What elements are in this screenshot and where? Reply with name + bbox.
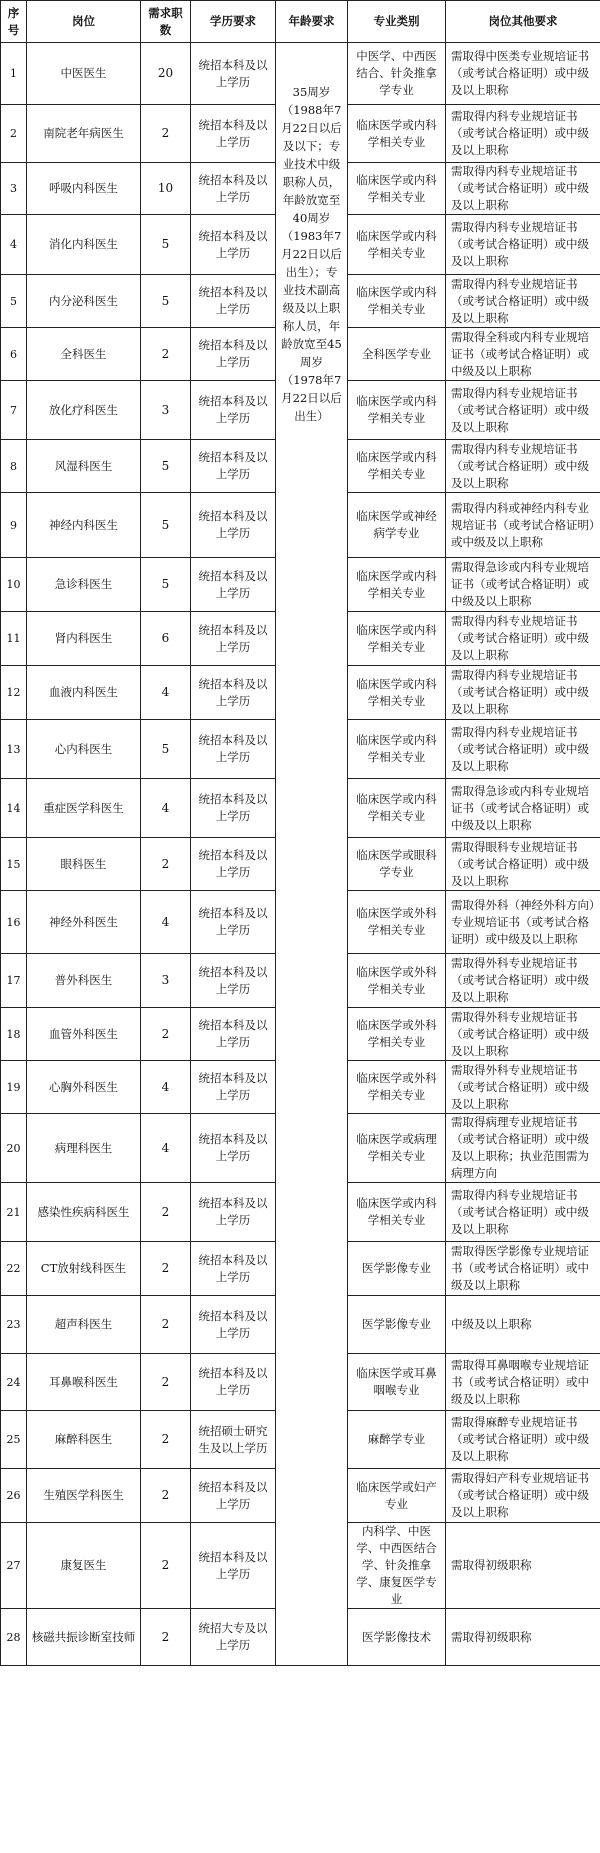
cell-other: 需取得病理专业规培证书（或考试合格证明）或中级及以上职称；执业范围需为病理方向 — [446, 1114, 600, 1183]
cell-post: 感染性疾病科医生 — [27, 1183, 141, 1242]
cell-education: 统招本科及以上学历 — [191, 1469, 276, 1523]
cell-index: 19 — [1, 1061, 27, 1114]
cell-index: 11 — [1, 612, 27, 666]
cell-other: 需取得内科专业规培证书（或考试合格证明）或中级及以上职称 — [446, 105, 600, 163]
cell-count: 2 — [141, 328, 191, 381]
cell-index: 24 — [1, 1354, 27, 1411]
cell-education: 统招本科及以上学历 — [191, 275, 276, 328]
cell-education: 统招本科及以上学历 — [191, 1061, 276, 1114]
cell-other: 需取得中医类专业规培证书（或考试合格证明）或中级及以上职称 — [446, 43, 600, 105]
cell-education: 统招本科及以上学历 — [191, 1523, 276, 1609]
cell-index: 21 — [1, 1183, 27, 1242]
cell-post: 呼吸内科医生 — [27, 163, 141, 215]
cell-other: 需取得内科专业规培证书（或考试合格证明）或中级及以上职称 — [446, 275, 600, 328]
cell-other: 需取得内科专业规培证书（或考试合格证明）或中级及以上职称 — [446, 612, 600, 666]
cell-education: 统招大专及以上学历 — [191, 1609, 276, 1666]
cell-other: 中级及以上职称 — [446, 1296, 600, 1354]
cell-post: 神经外科医生 — [27, 891, 141, 954]
cell-post: 耳鼻喉科医生 — [27, 1354, 141, 1411]
cell-other: 需取得急诊或内科专业规培证书（或考试合格证明）或中级及以上职称 — [446, 558, 600, 612]
cell-index: 23 — [1, 1296, 27, 1354]
cell-post: 中医医生 — [27, 43, 141, 105]
cell-post: 肾内科医生 — [27, 612, 141, 666]
cell-index: 15 — [1, 838, 27, 891]
cell-major: 临床医学或外科学相关专业 — [348, 1008, 446, 1061]
header-index: 序号 — [1, 1, 27, 43]
cell-count: 20 — [141, 43, 191, 105]
cell-count: 2 — [141, 838, 191, 891]
cell-count: 5 — [141, 440, 191, 493]
cell-post: 核磁共振诊断室技师 — [27, 1609, 141, 1666]
cell-education: 统招本科及以上学历 — [191, 720, 276, 779]
cell-post: 康复医生 — [27, 1523, 141, 1609]
cell-major: 全科医学专业 — [348, 328, 446, 381]
cell-post: 神经内科医生 — [27, 493, 141, 558]
cell-major: 临床医学或外科学相关专业 — [348, 891, 446, 954]
cell-major: 临床医学或妇产专业 — [348, 1469, 446, 1523]
cell-post: 普外科医生 — [27, 954, 141, 1008]
header-education: 学历要求 — [191, 1, 276, 43]
table-header — [1, 1, 600, 43]
cell-major: 临床医学或内科学相关专业 — [348, 275, 446, 328]
cell-major: 临床医学或内科学相关专业 — [348, 558, 446, 612]
cell-other: 需取得内科或神经内科专业规培证书（或考试合格证明）或中级及以上职称 — [446, 493, 600, 558]
cell-education: 统招本科及以上学历 — [191, 105, 276, 163]
cell-index: 2 — [1, 105, 27, 163]
header-post: 岗位 — [27, 1, 141, 43]
cell-education: 统招本科及以上学历 — [191, 1296, 276, 1354]
cell-post: 内分泌科医生 — [27, 275, 141, 328]
cell-count: 5 — [141, 275, 191, 328]
cell-count: 4 — [141, 779, 191, 838]
cell-post: 超声科医生 — [27, 1296, 141, 1354]
cell-index: 1 — [1, 43, 27, 105]
cell-other: 需取得初级职称 — [446, 1523, 600, 1609]
cell-other: 需取得内科专业规培证书（或考试合格证明）或中级及以上职称 — [446, 666, 600, 720]
cell-major: 临床医学或内科学相关专业 — [348, 105, 446, 163]
cell-index: 3 — [1, 163, 27, 215]
table-row — [1, 43, 600, 105]
cell-count: 4 — [141, 1114, 191, 1183]
cell-other: 需取得内科专业规培证书（或考试合格证明）或中级及以上职称 — [446, 215, 600, 275]
cell-major: 临床医学或内科学相关专业 — [348, 612, 446, 666]
cell-education: 统招本科及以上学历 — [191, 1008, 276, 1061]
cell-education: 统招本科及以上学历 — [191, 328, 276, 381]
cell-major: 临床医学或外科学相关专业 — [348, 1061, 446, 1114]
cell-count: 2 — [141, 1242, 191, 1296]
cell-major: 中医学、中西医结合、针灸推拿学专业 — [348, 43, 446, 105]
cell-major: 医学影像专业 — [348, 1296, 446, 1354]
cell-major: 临床医学或内科学相关专业 — [348, 779, 446, 838]
cell-education: 统招本科及以上学历 — [191, 558, 276, 612]
cell-count: 6 — [141, 612, 191, 666]
cell-index: 10 — [1, 558, 27, 612]
cell-major: 临床医学或病理学相关专业 — [348, 1114, 446, 1183]
cell-post: 血管外科医生 — [27, 1008, 141, 1061]
cell-major: 临床医学或内科学相关专业 — [348, 1183, 446, 1242]
cell-education: 统招本科及以上学历 — [191, 612, 276, 666]
cell-count: 2 — [141, 1609, 191, 1666]
cell-other: 需取得急诊或内科专业规培证书（或考试合格证明）或中级及以上职称 — [446, 779, 600, 838]
cell-education: 统招本科及以上学历 — [191, 1114, 276, 1183]
cell-post: CT放射线科医生 — [27, 1242, 141, 1296]
cell-other: 需取得全科或内科专业规培证书（或考试合格证明）或中级及以上职称 — [446, 328, 600, 381]
cell-education: 统招本科及以上学历 — [191, 1242, 276, 1296]
cell-count: 2 — [141, 1183, 191, 1242]
cell-post: 血液内科医生 — [27, 666, 141, 720]
cell-index: 28 — [1, 1609, 27, 1666]
cell-major: 临床医学或耳鼻咽喉专业 — [348, 1354, 446, 1411]
cell-other: 需取得内科专业规培证书（或考试合格证明）或中级及以上职称 — [446, 1183, 600, 1242]
cell-education: 统招本科及以上学历 — [191, 954, 276, 1008]
cell-index: 8 — [1, 440, 27, 493]
cell-count: 2 — [141, 1354, 191, 1411]
age-requirement-text: 35周岁（1988年7月22日以后及以下；专业技术中级职称人员，年龄放宽至40周岁（1983年7月22日以后出生）；专业技术副高级及以上职称人员，年龄放宽至45周岁（1978年7月22日以后出生） — [281, 85, 342, 423]
cell-major: 临床医学或内科学相关专业 — [348, 215, 446, 275]
cell-count: 2 — [141, 1411, 191, 1469]
cell-other: 需取得外科专业规培证书（或考试合格证明）或中级及以上职称 — [446, 1061, 600, 1114]
cell-education: 统招本科及以上学历 — [191, 215, 276, 275]
cell-index: 6 — [1, 328, 27, 381]
header-count: 需求职数 — [141, 1, 191, 43]
cell-post: 全科医生 — [27, 328, 141, 381]
cell-other: 需取得内科专业规培证书（或考试合格证明）或中级及以上职称 — [446, 163, 600, 215]
cell-count: 2 — [141, 105, 191, 163]
cell-other: 需取得外科专业规培证书（或考试合格证明）或中级及以上职称 — [446, 954, 600, 1008]
cell-count: 5 — [141, 493, 191, 558]
cell-other: 需取得内科专业规培证书（或考试合格证明）或中级及以上职称 — [446, 720, 600, 779]
cell-major: 临床医学或内科学相关专业 — [348, 381, 446, 440]
cell-count: 2 — [141, 1523, 191, 1609]
cell-other: 需取得外科专业规培证书（或考试合格证明）或中级及以上职称 — [446, 1008, 600, 1061]
cell-education: 统招本科及以上学历 — [191, 43, 276, 105]
table-body — [1, 43, 600, 1666]
cell-index: 25 — [1, 1411, 27, 1469]
cell-other: 需取得耳鼻咽喉专业规培证书（或考试合格证明）或中级及以上职称 — [446, 1354, 600, 1411]
cell-other: 需取得麻醉专业规培证书（或考试合格证明）或中级及以上职称 — [446, 1411, 600, 1469]
cell-count: 3 — [141, 381, 191, 440]
cell-other: 需取得内科专业规培证书（或考试合格证明）或中级及以上职称 — [446, 381, 600, 440]
cell-count: 2 — [141, 1469, 191, 1523]
cell-major: 内科学、中医学、中西医结合学、针灸推拿学、康复医学专业 — [348, 1523, 446, 1609]
cell-post: 心胸外科医生 — [27, 1061, 141, 1114]
cell-index: 5 — [1, 275, 27, 328]
cell-education: 统招本科及以上学历 — [191, 1183, 276, 1242]
header-age: 年龄要求 — [276, 1, 348, 43]
cell-other: 需取得内科专业规培证书（或考试合格证明）或中级及以上职称 — [446, 440, 600, 493]
cell-count: 4 — [141, 1061, 191, 1114]
cell-education: 统招本科及以上学历 — [191, 381, 276, 440]
cell-index: 13 — [1, 720, 27, 779]
cell-major: 临床医学或内科学相关专业 — [348, 720, 446, 779]
cell-index: 26 — [1, 1469, 27, 1523]
cell-index: 12 — [1, 666, 27, 720]
cell-other: 需取得初级职称 — [446, 1609, 600, 1666]
cell-education: 统招本科及以上学历 — [191, 666, 276, 720]
cell-index: 4 — [1, 215, 27, 275]
cell-index: 7 — [1, 381, 27, 440]
cell-education: 统招本科及以上学历 — [191, 1354, 276, 1411]
cell-education: 统招本科及以上学历 — [191, 838, 276, 891]
cell-index: 9 — [1, 493, 27, 558]
cell-major: 临床医学或内科学相关专业 — [348, 440, 446, 493]
cell-major: 医学影像技术 — [348, 1609, 446, 1666]
cell-major: 医学影像专业 — [348, 1242, 446, 1296]
cell-count: 2 — [141, 1296, 191, 1354]
cell-count: 4 — [141, 891, 191, 954]
cell-other: 需取得眼科专业规培证书（或考试合格证明）或中级及以上职称 — [446, 838, 600, 891]
cell-major: 临床医学或眼科学专业 — [348, 838, 446, 891]
cell-education: 统招本科及以上学历 — [191, 163, 276, 215]
cell-education: 统招本科及以上学历 — [191, 891, 276, 954]
cell-post: 眼科医生 — [27, 838, 141, 891]
cell-post: 病理科医生 — [27, 1114, 141, 1183]
cell-other: 需取得妇产科专业规培证书（或考试合格证明）或中级及以上职称 — [446, 1469, 600, 1523]
cell-major: 临床医学或内科学相关专业 — [348, 163, 446, 215]
cell-index: 16 — [1, 891, 27, 954]
cell-post: 心内科医生 — [27, 720, 141, 779]
cell-count: 2 — [141, 1008, 191, 1061]
cell-post: 生殖医学科医生 — [27, 1469, 141, 1523]
cell-index: 20 — [1, 1114, 27, 1183]
cell-post: 急诊科医生 — [27, 558, 141, 612]
cell-index: 18 — [1, 1008, 27, 1061]
cell-age-requirement — [276, 43, 348, 1666]
cell-education: 统招本科及以上学历 — [191, 493, 276, 558]
cell-count: 10 — [141, 163, 191, 215]
cell-post: 风湿科医生 — [27, 440, 141, 493]
cell-post: 重症医学科医生 — [27, 779, 141, 838]
header-major: 专业类别 — [348, 1, 446, 43]
cell-count: 5 — [141, 215, 191, 275]
cell-post: 放化疗科医生 — [27, 381, 141, 440]
cell-other: 需取得医学影像专业规培证书（或考试合格证明）或中级及以上职称 — [446, 1242, 600, 1296]
header-other: 岗位其他要求 — [446, 1, 600, 43]
cell-count: 5 — [141, 720, 191, 779]
cell-index: 22 — [1, 1242, 27, 1296]
cell-post: 麻醉科医生 — [27, 1411, 141, 1469]
cell-index: 14 — [1, 779, 27, 838]
cell-education: 统招本科及以上学历 — [191, 779, 276, 838]
cell-major: 麻醉学专业 — [348, 1411, 446, 1469]
cell-count: 5 — [141, 558, 191, 612]
cell-post: 南院老年病医生 — [27, 105, 141, 163]
cell-index: 27 — [1, 1523, 27, 1609]
cell-other: 需取得外科（神经外科方向）专业规培证书（或考试合格证明）或中级及以上职称 — [446, 891, 600, 954]
cell-education: 统招硕士研究生及以上学历 — [191, 1411, 276, 1469]
cell-major: 临床医学或外科学相关专业 — [348, 954, 446, 1008]
cell-major: 临床医学或内科学相关专业 — [348, 666, 446, 720]
cell-education: 统招本科及以上学历 — [191, 440, 276, 493]
cell-count: 3 — [141, 954, 191, 1008]
cell-count: 4 — [141, 666, 191, 720]
cell-post: 消化内科医生 — [27, 215, 141, 275]
cell-index: 17 — [1, 954, 27, 1008]
cell-major: 临床医学或神经病学专业 — [348, 493, 446, 558]
